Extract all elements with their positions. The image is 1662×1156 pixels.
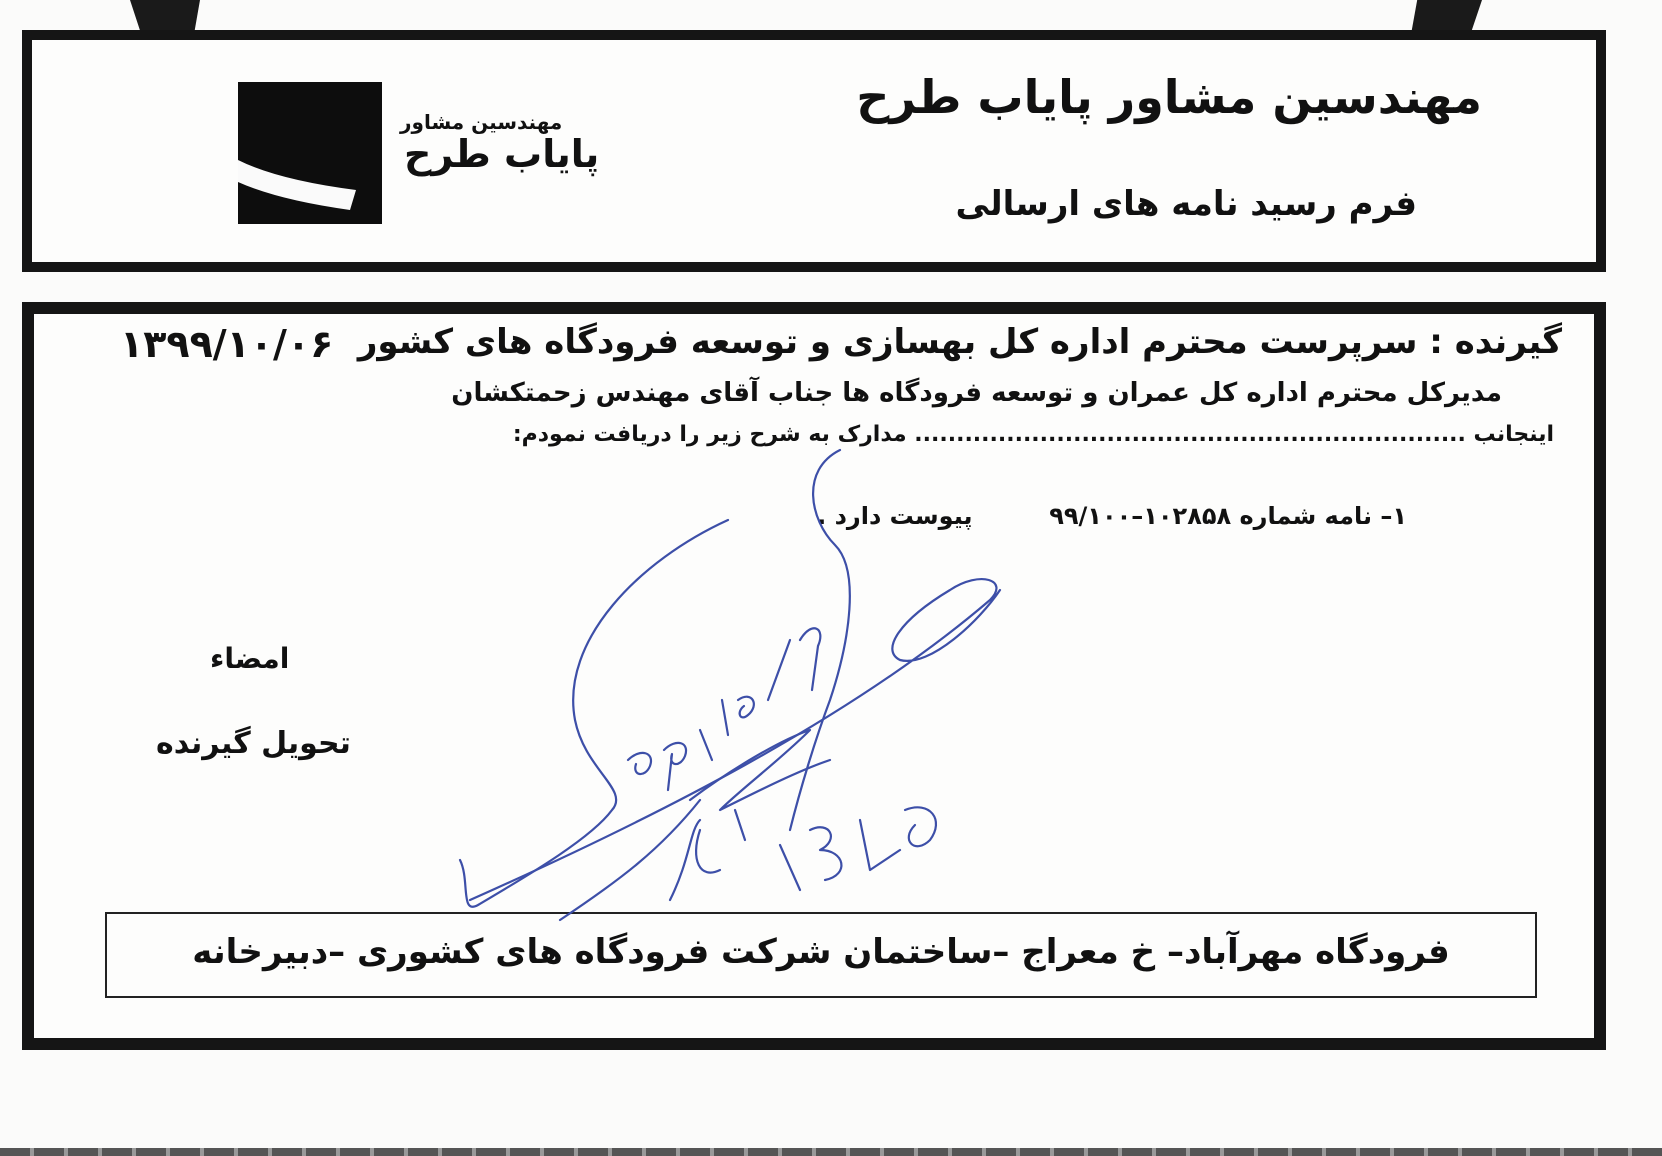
receipt-statement: اینجانب .................................................................. مدارک به شرح زیر را دریافت نمودم: xyxy=(512,422,1554,447)
recipient-line: گیرنده : سرپرست محترم اداره کل بهسازی و توسعه فرودگاه های کشور xyxy=(357,322,1562,362)
form-title: فرم رسید نامه های ارسالی xyxy=(955,184,1417,224)
signature-label: امضاء xyxy=(210,642,290,675)
item-note: پیوست دارد . xyxy=(817,502,973,530)
page-bottom-edge xyxy=(0,1148,1662,1156)
item-number: ۱– xyxy=(1380,502,1407,530)
document-date: ۱۳۹۹/۱۰/۰۶ xyxy=(120,322,334,366)
logo-name: پایاب طرح xyxy=(404,132,600,176)
footer-address: فرودگاه مهرآباد– خ معراج –ساختمان شرکت فرودگاه های کشوری –دبیرخانه xyxy=(192,932,1450,972)
address-box xyxy=(105,912,1537,998)
item-text: نامه شماره ۱۰۲۸۵۸–۹۹/۱۰۰ xyxy=(1049,502,1372,530)
company-logo xyxy=(238,82,382,224)
company-name: مهندسین مشاور پایاب طرح xyxy=(856,70,1482,124)
director-line: مدیرکل محترم اداره کل عمران و توسعه فرودگاه ها جناب آقای مهندس زحمتکشان xyxy=(451,378,1502,408)
list-item xyxy=(817,502,1407,530)
logo-stripe-icon xyxy=(238,82,382,224)
logo-subtitle: مهندسین مشاور xyxy=(400,110,563,134)
receiver-label: تحویل گیرنده xyxy=(156,726,351,761)
